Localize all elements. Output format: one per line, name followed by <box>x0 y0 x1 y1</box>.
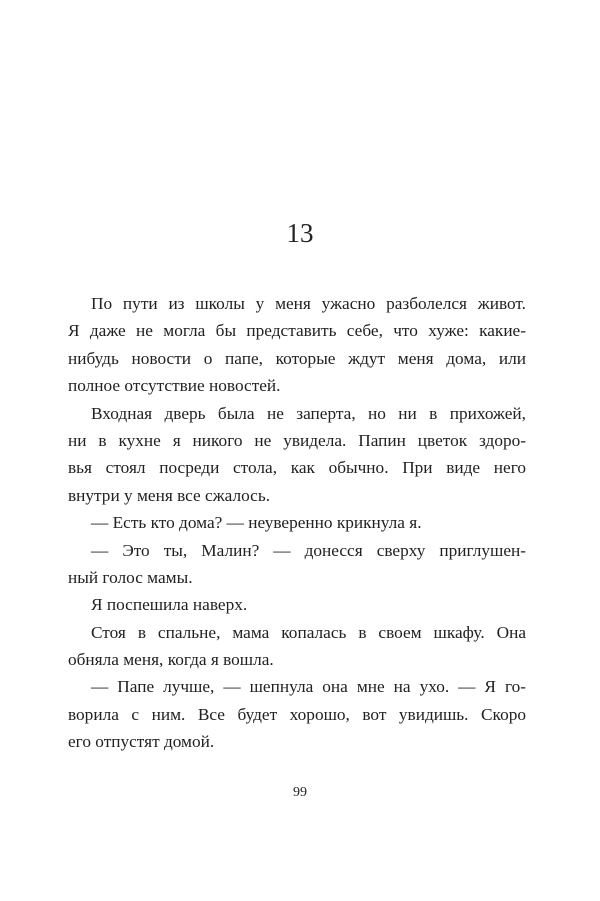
text-line: — Папе лучше, — шепнула она мне на ухо. — Я го- <box>91 677 526 697</box>
text-line: — Есть кто дома? — неуверенно крикнула я. <box>91 513 422 533</box>
text-line: Стоя в спальне, мама копалась в своем шкафу. Она <box>91 622 526 642</box>
text-line: полное отсутствие новостей. <box>68 376 281 396</box>
text-line: ный голос мамы. <box>68 567 193 587</box>
chapter-number: 13 <box>286 218 314 248</box>
page-number: 99 <box>293 785 307 800</box>
text-line: вья стоял посреди стола, как обычно. При виде него <box>68 458 526 478</box>
body-text <box>68 290 526 756</box>
text-line: — Это ты, Малин? — донесся сверху приглушен- <box>91 540 526 560</box>
text-line: По пути из школы у меня ужасно разболелся живот. <box>91 294 526 313</box>
text-line: обняла меня, когда я вошла. <box>68 650 274 670</box>
text-line: Я даже не могла бы представить себе, что хуже: какие- <box>68 321 526 341</box>
text-line: Входная дверь была не заперта, но ни в прихожей, <box>91 403 526 423</box>
text-line: Я поспешила наверх. <box>91 595 248 615</box>
text-line: ворила с ним. Все будет хорошо, вот увидишь. Скоро <box>68 704 526 724</box>
text-line: внутри у меня все сжалось. <box>68 485 271 505</box>
text-line: ни в кухне я никого не увидела. Папин цветок здоро- <box>68 430 526 450</box>
text-line: нибудь новости о папе, которые ждут меня дома, или <box>68 348 526 368</box>
text-line: его отпустят домой. <box>68 732 215 752</box>
